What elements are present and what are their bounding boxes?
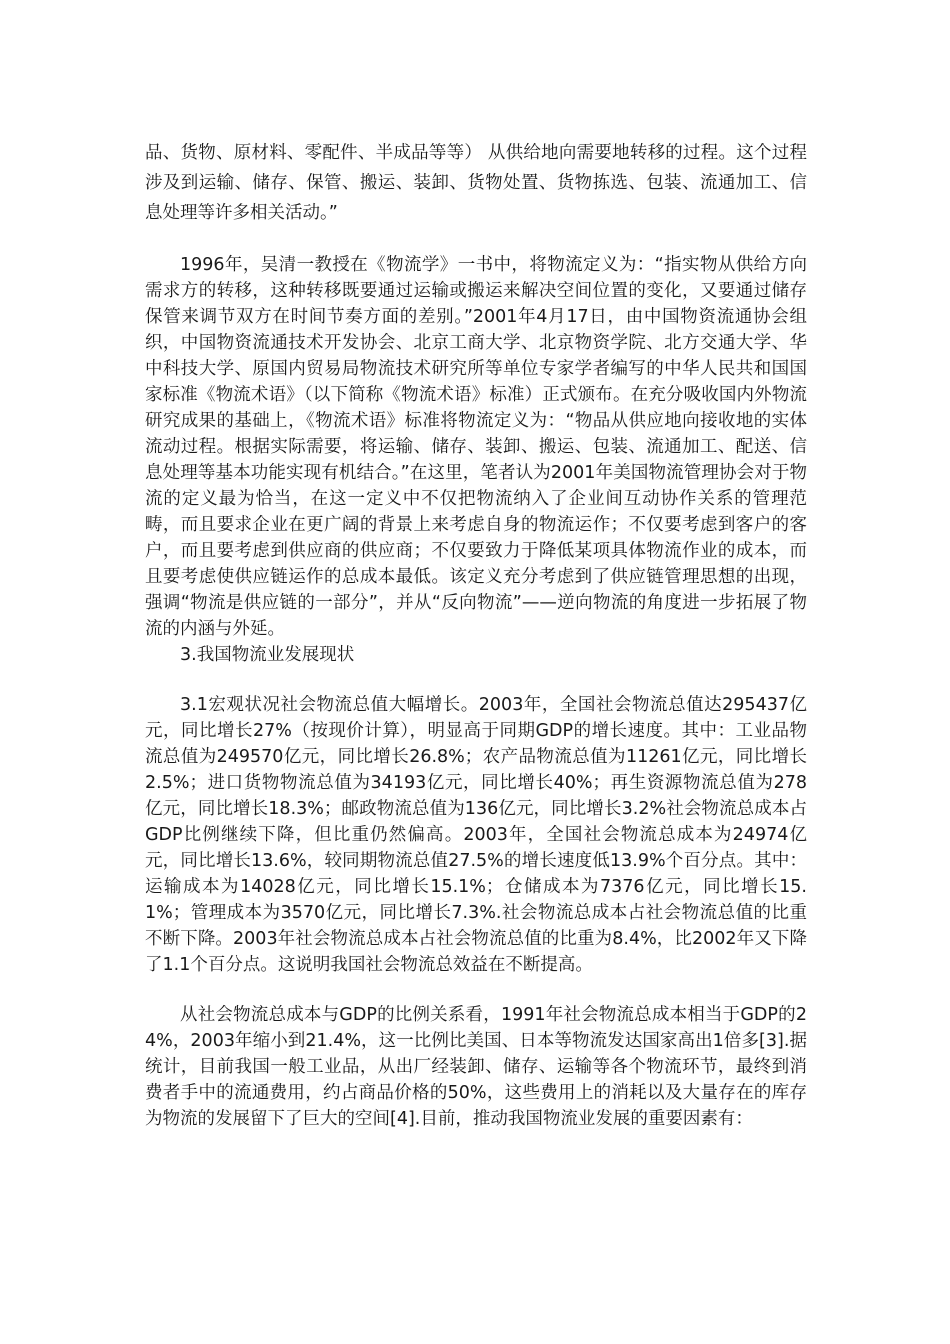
paragraph-cost-gdp-ratio: 从社会物流总成本与GDP的比例关系看，1991年社会物流总成本相当于GDP的24%，2003年缩小到21.4%，这一比例比美国、日本等物流发达国家高出1倍多[3].据统计，目前我国一般工业品，从出厂经装卸、储存、运输等各个物流环节，最终到消费者手中的流通费用，约占商品价格的50%，这些费用上的消耗以及大量存在的库存为物流的发展留下了巨大的空间[4].目前，推动我国物流业发展的重要因素有： [145, 1005, 807, 1129]
document-page [145, 138, 807, 1132]
paragraph-logistics-definitions: 1996年，吴清一教授在《物流学》一书中，将物流定义为：“指实物从供给方向需求方的转移，这种转移既要通过运输或搬运来解决空间位置的变化，又要通过储存保管来调节双方在时间节奏方面的差别。”2001年4月17日，由中国物资流通协会组织，中国物资流通技术开发协会、北京工商大学、北京物资学院、北方交通大学、华中科技大学、原国内贸易局物流技术研究所等单位专家学者编写的中华人民共和国国家标准《物流术语》（以下简称《物流术语》标准）正式颁布。在充分吸收国内外物流研究成果的基础上，《物流术语》标准将物流定义为：“物品从供应地向接收地的实体流动过程。根据实际需要，将运输、储存、装卸、搬运、包装、流通加工、配送、信息处理等基本功能实现有机结合。”在这里，笔者认为2001年美国物流管理协会对于物流的定义最为恰当，在这一定义中不仅把物流纳入了企业间互动协作关系的管理范畴，而且要求企业在更广阔的背景上来考虑自身的物流运作；不仅要考虑到客户的客户，而且要考虑到供应商的供应商；不仅要致力于降低某项具体物流作业的成本，而且要考虑使供应链运作的总成本最低。该定义充分考虑到了供应链管理思想的出现，强调“物流是供应链的一部分”，并从“反向物流”——逆向物流的角度进一步拓展了物流的内涵与外延。 [145, 255, 807, 639]
section-heading: 3.我国物流业发展现状 [180, 645, 355, 665]
paragraph-macro-status: 3.1宏观状况社会物流总值大幅增长。2003年，全国社会物流总值达295437亿元，同比增长27%（按现价计算），明显高于同期GDP的增长速度。其中：工业品物流总值为249570亿元，同比增长26.8%；农产品物流总值为11261亿元，同比增长2.5%；进口货物物流总值为34193亿元，同比增长40%；再生资源物流总值为278亿元，同比增长18.3%；邮政物流总值为136亿元，同比增长3.2%社会物流总成本占GDP比例继续下降，但比重仍然偏高。2003年，全国社会物流总成本为24974亿元，同比增长13.6%，较同期物流总值27.5%的增长速度低13.9%个百分点。其中：运输成本为14028亿元，同比增长15.1%；仓储成本为7376亿元，同比增长15.1%；管理成本为3570亿元，同比增长7.3%.社会物流总成本占社会物流总值的比重不断下降。2003年社会物流总成本占社会物流总值的比重为8.4%，比2002年又下降了1.1个百分点。这说明我国社会物流总效益在不断提高。 [145, 695, 807, 975]
paragraph-definition-continued: 品、货物、原材料、零配件、半成品等等） 从供给地向需要地转移的过程。这个过程涉及到运输、储存、保管、搬运、装卸、货物处置、货物拣选、包装、流通加工、信息处理等许多相关活动。” [145, 143, 807, 223]
